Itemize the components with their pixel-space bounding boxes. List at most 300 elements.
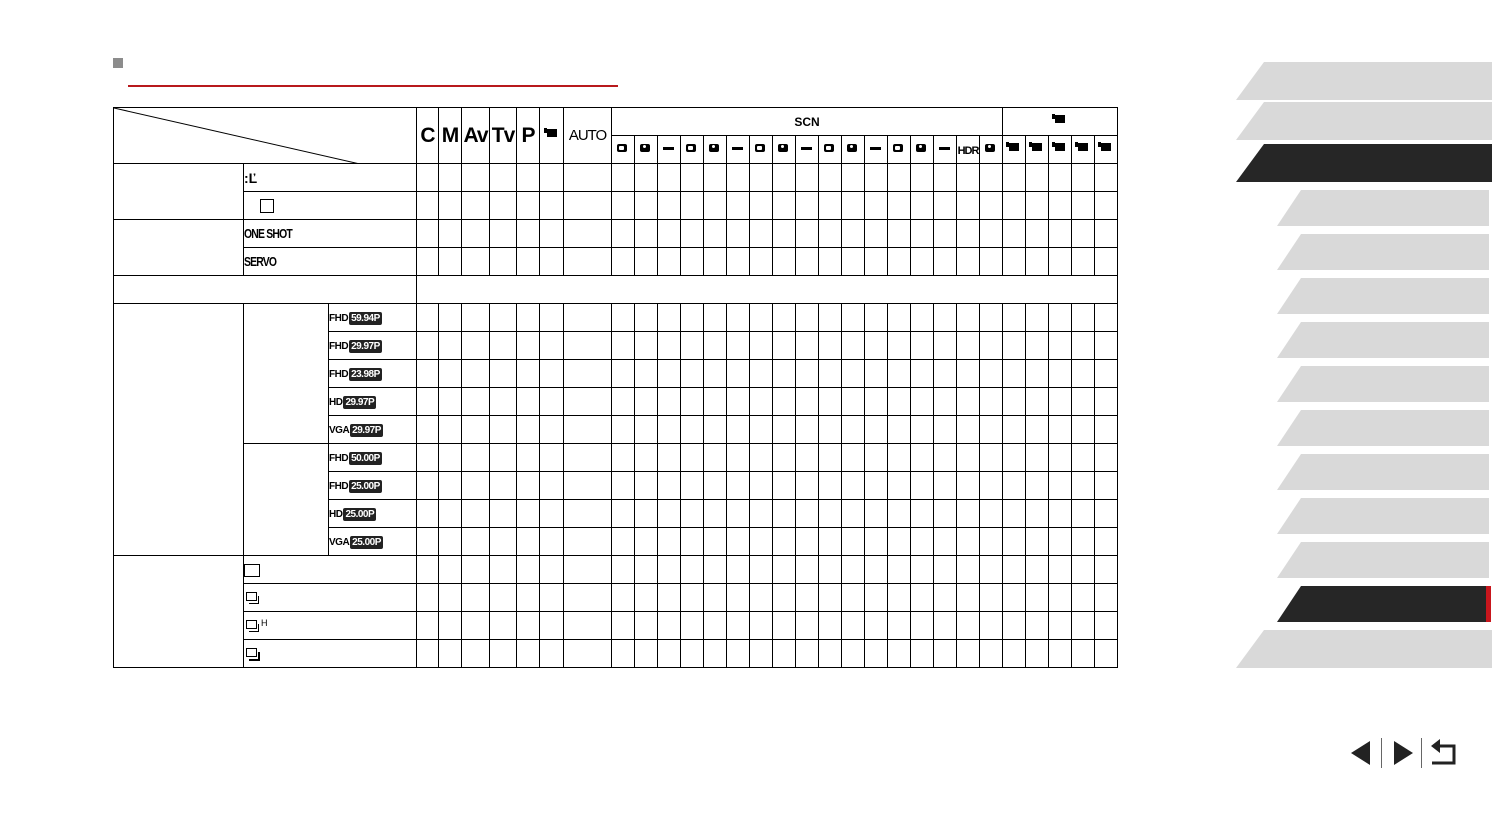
value-cell	[796, 388, 819, 416]
value-cell	[1049, 444, 1072, 472]
star-nightscape-icon	[685, 141, 699, 155]
value-cell	[462, 556, 490, 584]
value-cell	[727, 388, 750, 416]
value-cell	[635, 192, 658, 220]
value-cell	[439, 192, 462, 220]
value-cell	[612, 640, 635, 668]
value-cell	[417, 584, 439, 612]
value-cell	[750, 528, 773, 556]
chapter-tab[interactable]	[1236, 630, 1492, 668]
value-cell	[658, 360, 681, 388]
value-cell	[865, 612, 888, 640]
value-cell	[417, 220, 439, 248]
value-cell	[980, 220, 1003, 248]
value-cell	[517, 164, 540, 192]
row-label-cell	[329, 472, 417, 500]
chapter-tab[interactable]	[1236, 62, 1492, 100]
scn-mode-header	[727, 136, 750, 164]
mode-header	[462, 108, 490, 164]
water-painting-icon	[984, 141, 998, 155]
next-page-icon[interactable]	[1388, 738, 1418, 768]
value-cell	[658, 164, 681, 192]
value-cell	[1072, 304, 1095, 332]
value-cell	[658, 472, 681, 500]
value-cell	[612, 164, 635, 192]
value-cell	[1003, 528, 1026, 556]
value-cell	[490, 164, 517, 192]
value-cell	[1072, 332, 1095, 360]
chapter-tab[interactable]	[1277, 234, 1489, 270]
value-cell	[658, 500, 681, 528]
value-cell	[704, 416, 727, 444]
value-cell	[1026, 248, 1049, 276]
hybrid-auto-icon	[543, 127, 561, 141]
value-cell	[540, 612, 564, 640]
value-cell	[681, 388, 704, 416]
value-cell	[980, 556, 1003, 584]
value-cell	[865, 556, 888, 584]
value-cell	[888, 556, 911, 584]
value-cell	[540, 332, 564, 360]
value-cell	[462, 612, 490, 640]
value-cell	[888, 472, 911, 500]
value-cell	[957, 164, 980, 192]
value-cell	[1003, 472, 1026, 500]
scn-mode-header	[865, 136, 888, 164]
scn-mode-header	[957, 136, 980, 164]
heading-bullet	[113, 58, 123, 68]
value-cell	[540, 248, 564, 276]
value-cell	[462, 528, 490, 556]
value-cell	[490, 192, 517, 220]
value-cell	[490, 444, 517, 472]
value-cell	[612, 388, 635, 416]
value-cell	[750, 416, 773, 444]
value-cell	[1072, 164, 1095, 192]
value-cell	[911, 556, 934, 584]
value-cell	[957, 304, 980, 332]
value-cell	[1026, 640, 1049, 668]
value-cell	[842, 500, 865, 528]
value-cell	[796, 332, 819, 360]
movie-size-badge	[329, 340, 382, 353]
table-row	[114, 612, 1118, 640]
value-cell	[796, 360, 819, 388]
chapter-tab[interactable]	[1277, 498, 1489, 534]
value-cell	[1095, 472, 1118, 500]
value-cell	[980, 612, 1003, 640]
value-cell	[1003, 444, 1026, 472]
value-cell	[704, 612, 727, 640]
value-cell	[564, 416, 612, 444]
value-cell	[1026, 612, 1049, 640]
value-cell	[842, 584, 865, 612]
value-cell	[980, 192, 1003, 220]
value-cell	[540, 164, 564, 192]
previous-page-icon[interactable]	[1346, 738, 1376, 768]
value-cell	[417, 416, 439, 444]
value-cell	[462, 388, 490, 416]
value-cell	[934, 500, 957, 528]
value-cell	[957, 332, 980, 360]
value-cell	[417, 164, 439, 192]
star-timelapse-icon	[731, 141, 745, 155]
scn-mode-header	[704, 136, 727, 164]
value-cell	[842, 388, 865, 416]
value-cell	[1095, 164, 1118, 192]
value-cell	[934, 612, 957, 640]
center-af-icon	[260, 199, 274, 213]
value-cell	[980, 248, 1003, 276]
value-cell	[564, 304, 612, 332]
value-cell	[750, 472, 773, 500]
value-cell	[773, 584, 796, 612]
shooting-mode-table	[113, 107, 1118, 668]
value-cell	[439, 584, 462, 612]
value-cell	[564, 388, 612, 416]
value-cell	[911, 304, 934, 332]
value-cell	[658, 556, 681, 584]
value-cell	[462, 360, 490, 388]
chapter-tab[interactable]	[1277, 278, 1489, 314]
value-cell	[564, 192, 612, 220]
movie-frame-rate: 29.97P	[352, 425, 381, 436]
movie-format: HD	[329, 509, 343, 520]
value-cell	[490, 388, 517, 416]
value-cell	[865, 332, 888, 360]
value-cell	[635, 360, 658, 388]
value-cell	[727, 248, 750, 276]
miniature-icon	[869, 141, 883, 155]
scn-mode-header	[750, 136, 773, 164]
value-cell	[658, 416, 681, 444]
chapter-tab[interactable]	[1277, 190, 1489, 226]
value-cell	[957, 360, 980, 388]
value-cell	[417, 472, 439, 500]
value-cell	[727, 192, 750, 220]
movie-format: VGA	[329, 537, 350, 548]
value-cell	[612, 528, 635, 556]
mode-header-label: P	[521, 123, 535, 147]
value-cell	[462, 500, 490, 528]
table-row	[114, 444, 1118, 472]
value-cell	[1026, 164, 1049, 192]
row-label-cell	[244, 584, 417, 612]
return-icon[interactable]	[1428, 738, 1458, 768]
row-label-cell	[329, 332, 417, 360]
movie-format: FHD	[329, 313, 349, 324]
value-cell	[934, 584, 957, 612]
row-label-cell	[329, 360, 417, 388]
value-cell	[980, 444, 1003, 472]
value-cell	[934, 556, 957, 584]
scn-mode-header	[796, 136, 819, 164]
value-cell	[517, 360, 540, 388]
value-cell	[612, 500, 635, 528]
row-label-cell	[114, 276, 417, 304]
value-cell	[1049, 528, 1072, 556]
value-cell	[564, 220, 612, 248]
value-cell	[727, 360, 750, 388]
value-cell	[1049, 360, 1072, 388]
value-cell	[681, 360, 704, 388]
movie-size-badge	[329, 536, 383, 549]
row-group-cell	[114, 164, 244, 220]
movie-frame-rate: 25.00P	[352, 537, 381, 548]
value-cell	[612, 472, 635, 500]
value-cell	[1072, 248, 1095, 276]
value-cell	[635, 584, 658, 612]
value-cell	[796, 612, 819, 640]
scn-mode-header	[934, 136, 957, 164]
chapter-tab[interactable]	[1277, 366, 1489, 402]
mode-header-label: AUTO	[568, 127, 607, 144]
row-group-cell	[114, 556, 244, 668]
value-cell	[1003, 332, 1026, 360]
value-cell	[1072, 360, 1095, 388]
value-cell	[865, 416, 888, 444]
value-cell	[681, 416, 704, 444]
value-cell	[773, 444, 796, 472]
value-cell	[612, 248, 635, 276]
table-row	[114, 304, 1118, 332]
value-cell	[462, 416, 490, 444]
value-cell	[1003, 192, 1026, 220]
value-cell	[490, 304, 517, 332]
af-continuous-icon	[244, 590, 260, 606]
value-cell	[934, 472, 957, 500]
value-cell	[1049, 640, 1072, 668]
row-label-cell	[329, 416, 417, 444]
fisheye-icon	[823, 141, 837, 155]
value-cell	[750, 388, 773, 416]
value-cell	[819, 472, 842, 500]
value-cell	[1095, 556, 1118, 584]
scn-mode-header	[681, 136, 704, 164]
value-cell	[1026, 192, 1049, 220]
value-cell	[417, 556, 439, 584]
value-cell	[911, 500, 934, 528]
scn-mode-header	[773, 136, 796, 164]
scn-mode-header	[612, 136, 635, 164]
chapter-tab[interactable]	[1236, 144, 1492, 182]
value-cell	[635, 388, 658, 416]
chapter-tab[interactable]	[1277, 322, 1489, 358]
value-cell	[773, 528, 796, 556]
value-cell	[439, 556, 462, 584]
row-label-cell	[244, 556, 417, 584]
mode-header	[564, 108, 612, 164]
value-cell	[1026, 584, 1049, 612]
row-label-cell	[329, 444, 417, 472]
value-cell	[704, 472, 727, 500]
value-cell	[612, 220, 635, 248]
value-cell	[462, 472, 490, 500]
value-cell	[490, 416, 517, 444]
value-cell	[681, 332, 704, 360]
value-cell	[612, 556, 635, 584]
value-cell	[1003, 500, 1026, 528]
value-cell	[612, 416, 635, 444]
value-cell	[704, 528, 727, 556]
value-cell	[980, 528, 1003, 556]
value-cell	[681, 640, 704, 668]
value-cell	[911, 220, 934, 248]
value-cell	[612, 612, 635, 640]
value-cell	[773, 472, 796, 500]
scn-mode-header	[842, 136, 865, 164]
value-cell	[462, 164, 490, 192]
value-cell	[957, 500, 980, 528]
value-cell	[658, 612, 681, 640]
value-cell	[681, 612, 704, 640]
value-cell	[564, 332, 612, 360]
value-cell	[540, 220, 564, 248]
value-cell	[658, 528, 681, 556]
value-cell	[819, 164, 842, 192]
mode-header-label: C	[420, 123, 435, 147]
value-cell	[934, 640, 957, 668]
value-cell	[842, 192, 865, 220]
chapter-tab[interactable]	[1277, 542, 1489, 578]
row-subgroup-cell	[244, 304, 329, 444]
value-cell	[773, 640, 796, 668]
row-label-cell	[244, 640, 417, 668]
value-cell	[517, 556, 540, 584]
value-cell	[819, 612, 842, 640]
value-cell	[462, 248, 490, 276]
value-cell	[865, 220, 888, 248]
value-cell	[704, 220, 727, 248]
value-cell	[1026, 556, 1049, 584]
table-row	[114, 584, 1118, 612]
value-cell	[727, 220, 750, 248]
value-cell	[980, 584, 1003, 612]
value-cell	[635, 444, 658, 472]
value-cell	[635, 472, 658, 500]
value-cell	[1095, 500, 1118, 528]
value-cell	[842, 528, 865, 556]
row-label-cell	[244, 248, 417, 276]
value-cell	[1003, 388, 1026, 416]
value-cell	[490, 500, 517, 528]
movie-mode-header	[1049, 136, 1072, 164]
handheld-night-icon	[777, 141, 791, 155]
movie-frame-rate: 59.94P	[351, 313, 380, 324]
value-cell	[865, 472, 888, 500]
value-cell	[957, 472, 980, 500]
value-cell	[490, 360, 517, 388]
value-cell	[564, 500, 612, 528]
art-effect-icon	[938, 141, 952, 155]
value-cell	[934, 220, 957, 248]
value-cell	[842, 360, 865, 388]
value-cell	[704, 360, 727, 388]
value-cell	[865, 640, 888, 668]
table-row	[114, 220, 1118, 248]
value-cell	[1003, 584, 1026, 612]
value-cell	[490, 220, 517, 248]
value-cell	[704, 332, 727, 360]
value-cell	[1072, 472, 1095, 500]
value-cell	[934, 416, 957, 444]
chapter-tab[interactable]	[1277, 454, 1489, 490]
portrait-icon	[616, 141, 630, 155]
value-cell	[439, 332, 462, 360]
value-cell	[842, 248, 865, 276]
value-cell	[439, 444, 462, 472]
value-cell	[1049, 584, 1072, 612]
value-cell	[540, 640, 564, 668]
value-cell	[704, 192, 727, 220]
value-cell	[462, 192, 490, 220]
value-cell	[462, 220, 490, 248]
value-cell	[1026, 416, 1049, 444]
movie-format: VGA	[329, 425, 350, 436]
table-row	[114, 164, 1118, 192]
scn-mode-header	[635, 136, 658, 164]
value-cell	[957, 444, 980, 472]
value-cell	[957, 416, 980, 444]
value-cell	[1003, 304, 1026, 332]
row-label-cell	[244, 612, 417, 640]
chapter-tab[interactable]	[1277, 410, 1489, 446]
value-cell	[439, 528, 462, 556]
value-cell	[681, 192, 704, 220]
value-cell	[1095, 444, 1118, 472]
scn-mode-header	[911, 136, 934, 164]
mode-header-label: M	[441, 123, 459, 147]
value-cell	[888, 444, 911, 472]
value-cell	[1026, 332, 1049, 360]
table-row	[114, 276, 1118, 304]
af-operation-label: ONE SHOT	[244, 226, 292, 241]
value-cell	[1095, 388, 1118, 416]
value-cell	[704, 248, 727, 276]
mode-header	[517, 108, 540, 164]
value-cell	[842, 444, 865, 472]
fireworks-icon	[800, 141, 814, 155]
value-cell	[439, 640, 462, 668]
chapter-tab[interactable]	[1277, 586, 1489, 622]
value-cell	[681, 248, 704, 276]
value-cell	[980, 304, 1003, 332]
value-cell	[750, 248, 773, 276]
value-cell	[750, 360, 773, 388]
value-cell	[462, 332, 490, 360]
value-cell	[934, 304, 957, 332]
value-cell	[819, 416, 842, 444]
value-cell	[1072, 500, 1095, 528]
movie-size-badge	[329, 396, 376, 409]
merged-value-cell	[417, 276, 1118, 304]
value-cell	[1049, 500, 1072, 528]
grainy-bw-icon	[915, 141, 929, 155]
value-cell	[773, 220, 796, 248]
value-cell	[635, 332, 658, 360]
value-cell	[635, 220, 658, 248]
value-cell	[888, 164, 911, 192]
value-cell	[1026, 220, 1049, 248]
value-cell	[681, 528, 704, 556]
value-cell	[612, 584, 635, 612]
value-cell	[911, 444, 934, 472]
value-cell	[911, 612, 934, 640]
movie-format: FHD	[329, 481, 349, 492]
chapter-tab[interactable]	[1236, 102, 1492, 140]
value-cell	[911, 640, 934, 668]
mode-header	[490, 108, 517, 164]
